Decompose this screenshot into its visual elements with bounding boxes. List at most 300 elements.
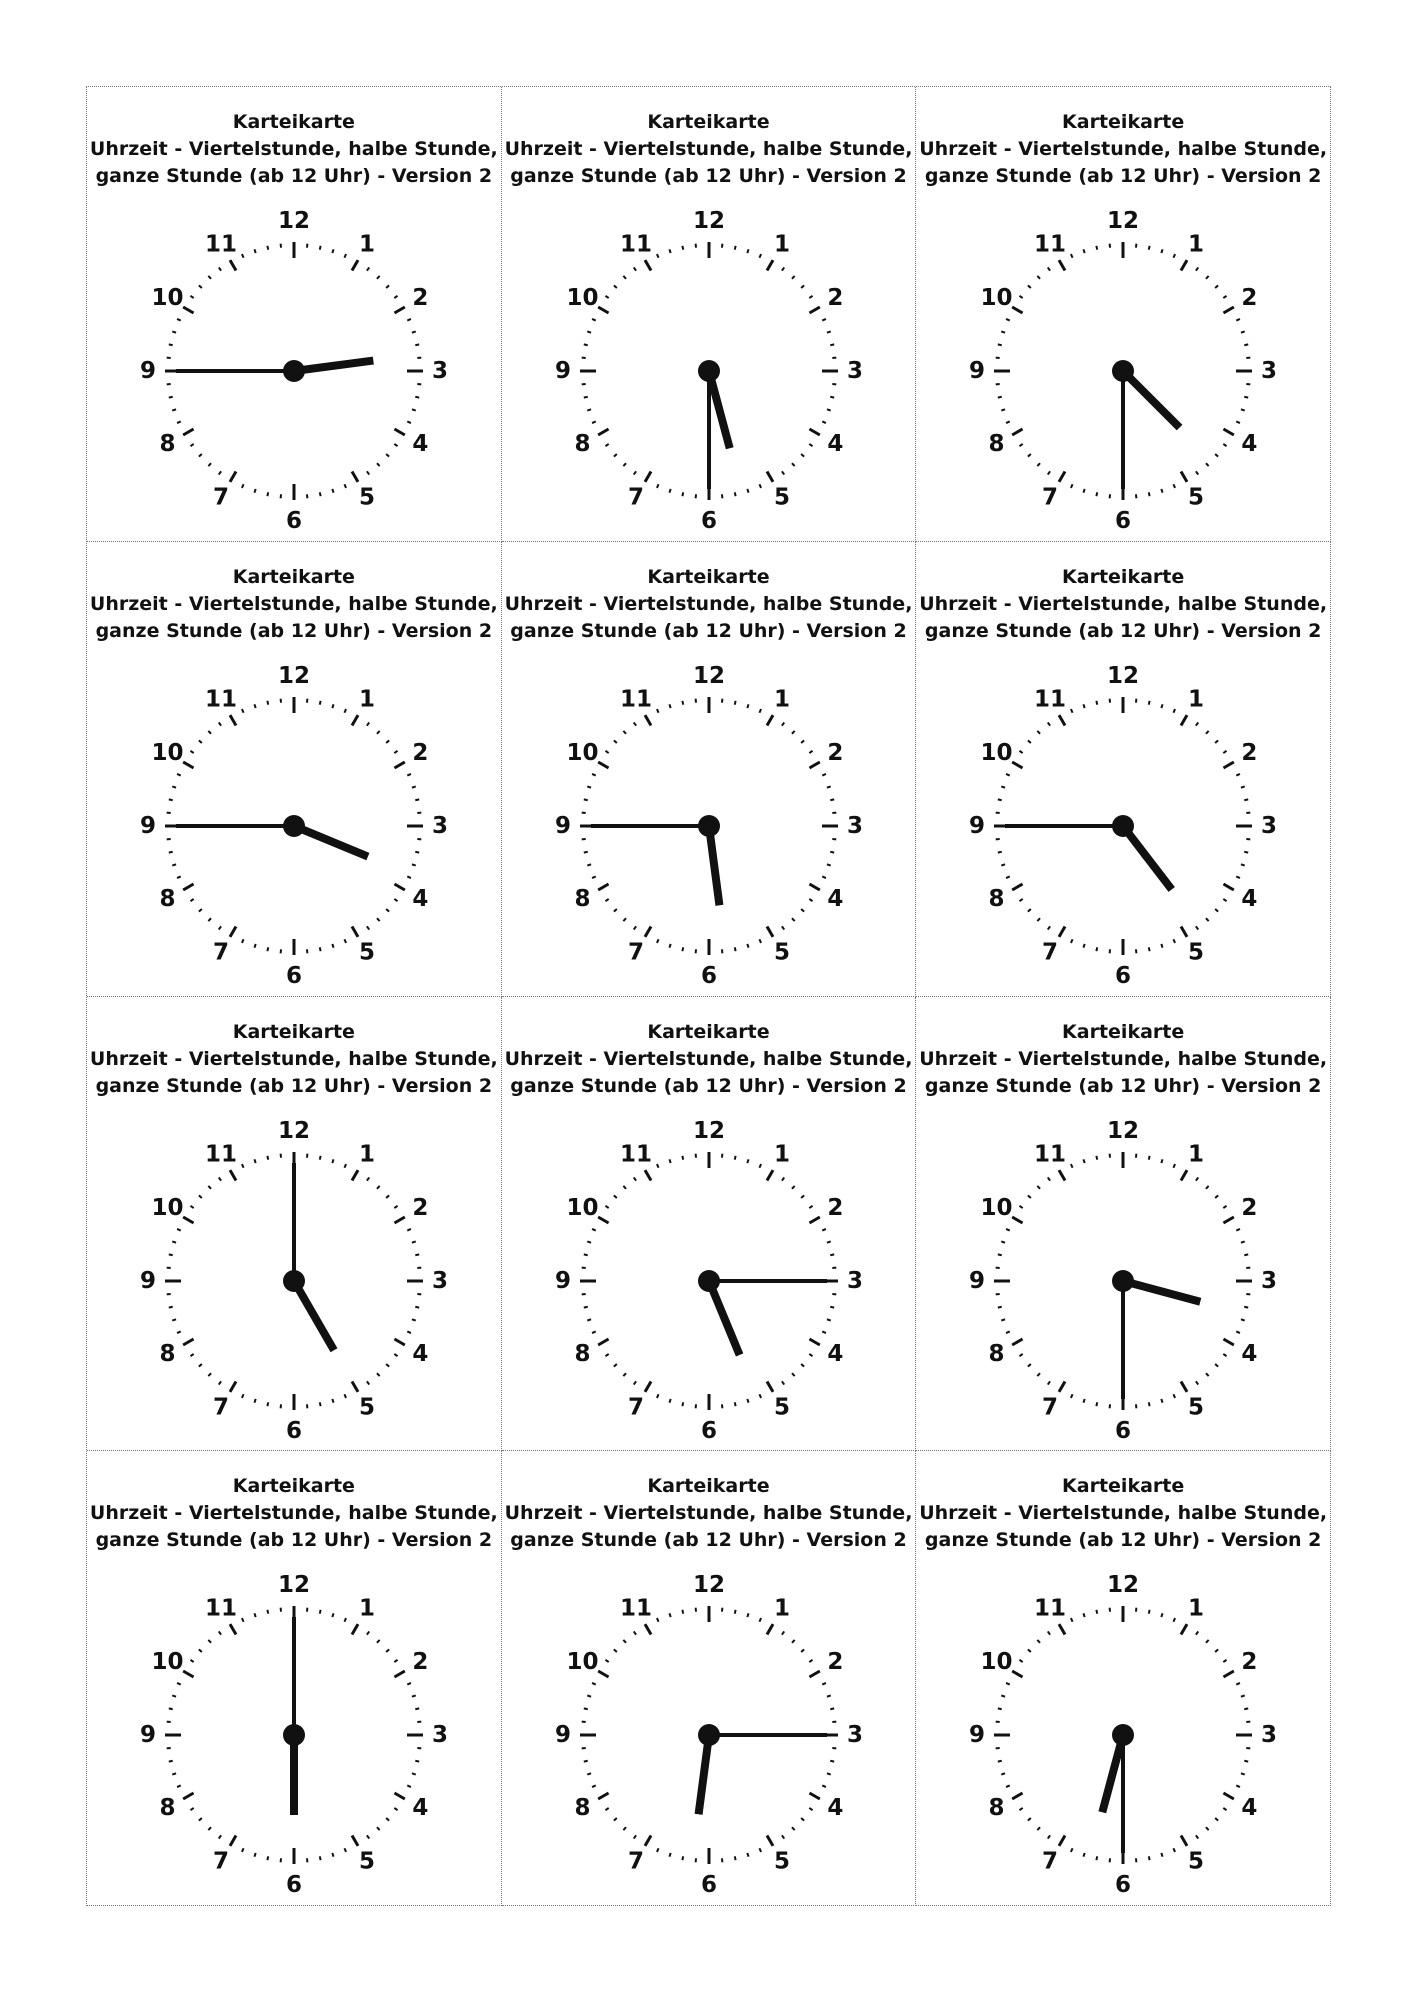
dial-number: 3 [846, 1267, 863, 1294]
hour-tick [1012, 1339, 1022, 1345]
minute-tick [1245, 852, 1249, 853]
clock-center [283, 815, 305, 837]
minute-tick [669, 944, 670, 948]
flashcard [87, 997, 502, 1452]
hour-tick [1181, 1170, 1187, 1180]
minute-tick [1245, 1254, 1249, 1255]
minute-tick [172, 1241, 176, 1242]
clock-face [953, 656, 1293, 996]
card-title-line2: Uhrzeit - Viertelstunde, halbe Stunde, [504, 592, 913, 615]
dial-number: 1 [773, 231, 790, 258]
minute-tick [1162, 704, 1163, 708]
dial-number: 10 [151, 739, 184, 766]
hour-tick [394, 884, 404, 890]
clock-face [124, 1565, 464, 1905]
hour-tick [183, 307, 193, 313]
minute-tick [254, 1398, 255, 1402]
minute-tick [199, 1650, 202, 1653]
clock-center [698, 1270, 720, 1292]
minute-tick [412, 786, 416, 787]
minute-tick [782, 1836, 784, 1839]
minute-tick [267, 492, 268, 496]
minute-tick [682, 1857, 683, 1861]
card-title-line1: Karteikarte [232, 1020, 355, 1043]
minute-tick [1097, 1402, 1098, 1406]
minute-tick [1196, 1177, 1198, 1180]
minute-tick [172, 1696, 176, 1697]
hour-tick [598, 884, 608, 890]
minute-tick [407, 421, 411, 423]
hour-tick [394, 1671, 404, 1677]
minute-tick [1097, 701, 1098, 705]
minute-tick [1002, 331, 1006, 332]
minute-tick [1245, 344, 1249, 345]
minute-tick [1071, 709, 1073, 713]
minute-tick [320, 246, 321, 250]
minute-tick [747, 1614, 748, 1618]
minute-tick [1048, 1836, 1050, 1839]
minute-tick [801, 1650, 804, 1653]
minute-tick [190, 1205, 193, 1207]
dial-number: 3 [846, 812, 863, 839]
minute-tick [344, 1849, 346, 1853]
hour-tick [1181, 1381, 1187, 1391]
minute-tick [1196, 267, 1198, 270]
card-title-line1: Karteikarte [647, 1475, 770, 1498]
minute-tick [1206, 1373, 1209, 1376]
dial-number: 10 [980, 1194, 1013, 1221]
minute-tick [998, 397, 1002, 398]
minute-tick [177, 319, 181, 321]
minute-tick [633, 267, 635, 270]
card-title [87, 1473, 501, 1554]
minute-tick [1245, 1306, 1249, 1307]
minute-tick [614, 1650, 617, 1653]
minute-tick [1224, 1808, 1227, 1810]
hour-tick [352, 471, 358, 481]
minute-tick [407, 774, 411, 776]
minute-tick [1006, 1786, 1010, 1788]
minute-tick [344, 254, 346, 258]
hour-tick [809, 307, 819, 313]
hour-tick [394, 1339, 404, 1345]
minute-tick [998, 799, 1002, 800]
minute-tick [759, 939, 761, 943]
minute-tick [332, 489, 333, 493]
dial-number: 5 [773, 1848, 790, 1875]
minute-tick [998, 1709, 1002, 1710]
minute-tick [1084, 1853, 1085, 1857]
minute-tick [344, 484, 346, 488]
hour-hand [1103, 1735, 1124, 1812]
minute-tick [747, 944, 748, 948]
minute-tick [1028, 1363, 1031, 1366]
minute-tick [1097, 1857, 1098, 1861]
card-title-line2: Uhrzeit - Viertelstunde, halbe Stunde, [504, 1502, 913, 1525]
minute-tick [386, 285, 389, 288]
minute-tick [377, 918, 380, 921]
dial-number: 2 [1241, 739, 1258, 766]
dial-number: 5 [1188, 1848, 1205, 1875]
minute-tick [367, 267, 369, 270]
hour-tick [1012, 1217, 1022, 1223]
clock-center [1112, 1724, 1134, 1746]
dial-number: 2 [412, 739, 429, 766]
dial-number: 3 [431, 1267, 449, 1294]
minute-tick [412, 331, 416, 332]
minute-tick [254, 1614, 255, 1618]
minute-tick [682, 492, 683, 496]
dial-number: 1 [1188, 1595, 1205, 1622]
minute-tick [822, 774, 826, 776]
minute-tick [1020, 1808, 1023, 1810]
dial-number: 10 [566, 739, 599, 766]
minute-tick [190, 899, 193, 901]
minute-tick [394, 1205, 397, 1207]
card-title-line1: Karteikarte [232, 111, 355, 133]
dial-number: 2 [827, 285, 844, 311]
minute-tick [587, 1696, 591, 1697]
hour-tick [1059, 926, 1065, 936]
minute-tick [394, 899, 397, 901]
minute-tick [1028, 1818, 1031, 1821]
flashcard [502, 542, 917, 997]
dial-number: 9 [969, 1267, 986, 1294]
dial-number: 5 [773, 1393, 790, 1420]
minute-tick [1020, 1660, 1023, 1662]
minute-tick [747, 249, 748, 253]
hour-hand [1123, 1281, 1200, 1302]
dial-number: 6 [700, 962, 717, 989]
minute-tick [792, 276, 795, 279]
minute-tick [592, 319, 596, 321]
minute-tick [172, 864, 176, 865]
minute-tick [415, 799, 419, 800]
minute-tick [172, 1774, 176, 1775]
minute-tick [792, 1185, 795, 1188]
clock-face [953, 201, 1293, 541]
dial-number: 9 [554, 358, 571, 384]
minute-tick [377, 731, 380, 734]
minute-tick [377, 463, 380, 466]
minute-tick [1048, 1381, 1050, 1384]
minute-tick [1084, 489, 1085, 493]
card-title-line1: Karteikarte [647, 1020, 770, 1043]
minute-tick [169, 799, 173, 800]
card-title [87, 109, 501, 190]
minute-tick [254, 489, 255, 493]
minute-tick [367, 1177, 369, 1180]
minute-tick [320, 1402, 321, 1406]
minute-tick [199, 1195, 202, 1198]
dial-number: 5 [773, 939, 790, 966]
minute-tick [177, 876, 181, 878]
dial-number: 3 [846, 1722, 863, 1749]
dial-number: 11 [619, 231, 652, 258]
minute-tick [169, 1709, 173, 1710]
dial-number: 12 [1107, 662, 1140, 689]
clock-face [953, 1111, 1293, 1451]
minute-tick [1020, 1205, 1023, 1207]
minute-tick [734, 947, 735, 951]
minute-tick [809, 899, 812, 901]
minute-tick [734, 1610, 735, 1614]
minute-tick [822, 319, 826, 321]
minute-tick [1215, 1818, 1218, 1821]
minute-tick [605, 1808, 608, 1810]
minute-tick [830, 1306, 834, 1307]
minute-tick [587, 1319, 591, 1320]
card-title-line2: Uhrzeit - Viertelstunde, halbe Stunde, [504, 1047, 913, 1070]
minute-tick [332, 704, 333, 708]
minute-tick [1038, 1185, 1041, 1188]
card-title-line2: Uhrzeit - Viertelstunde, halbe Stunde, [504, 138, 913, 160]
minute-tick [1196, 471, 1198, 474]
dial-number: 11 [1034, 1141, 1067, 1168]
minute-tick [415, 1254, 419, 1255]
minute-tick [208, 1373, 211, 1376]
dial-number: 1 [358, 1141, 376, 1168]
dial-number: 3 [1261, 358, 1278, 384]
minute-tick [254, 1159, 255, 1163]
minute-tick [219, 1381, 221, 1384]
minute-tick [412, 409, 416, 410]
minute-tick [208, 1185, 211, 1188]
minute-tick [809, 296, 812, 298]
hour-tick [767, 1170, 773, 1180]
minute-tick [657, 939, 659, 943]
minute-tick [605, 899, 608, 901]
dial-number: 2 [1241, 1649, 1258, 1676]
dial-number: 7 [212, 1393, 230, 1420]
hour-tick [1059, 1836, 1065, 1846]
hour-tick [394, 307, 404, 313]
dial-number: 1 [773, 1141, 790, 1168]
hour-tick [1012, 884, 1022, 890]
minute-tick [998, 1306, 1002, 1307]
minute-tick [623, 463, 626, 466]
minute-tick [1006, 876, 1010, 878]
hour-tick [230, 1170, 236, 1180]
minute-tick [827, 786, 831, 787]
minute-tick [827, 1774, 831, 1775]
dial-number: 11 [204, 1595, 238, 1622]
minute-tick [809, 1205, 812, 1207]
minute-tick [605, 1660, 608, 1662]
minute-tick [267, 947, 268, 951]
hour-tick [230, 1381, 236, 1391]
minute-tick [1237, 421, 1241, 423]
hour-tick [352, 1624, 358, 1634]
clock-face [953, 1565, 1293, 1905]
minute-tick [759, 1164, 761, 1168]
minute-tick [1196, 1836, 1198, 1839]
minute-tick [1084, 944, 1085, 948]
minute-tick [809, 1353, 812, 1355]
dial-number: 8 [574, 885, 591, 912]
card-title-line3: ganze Stunde (ab 12 Uhr) - Version 2 [924, 165, 1322, 187]
minute-tick [367, 1836, 369, 1839]
hour-tick [183, 884, 193, 890]
minute-tick [332, 1398, 333, 1402]
minute-tick [1162, 249, 1163, 253]
minute-tick [1215, 909, 1218, 912]
minute-tick [412, 1319, 416, 1320]
card-title-line2: Uhrzeit - Viertelstunde, halbe Stunde, [919, 592, 1328, 615]
hour-tick [230, 1624, 236, 1634]
hour-tick [1012, 1793, 1022, 1799]
minute-tick [830, 1709, 834, 1710]
minute-tick [386, 909, 389, 912]
minute-tick [267, 1610, 268, 1614]
dial-number: 2 [412, 285, 429, 311]
minute-tick [1071, 1394, 1073, 1398]
minute-tick [190, 1353, 193, 1355]
minute-tick [583, 1306, 587, 1307]
clock-center [283, 1724, 305, 1746]
flashcard [916, 1451, 1331, 1906]
card-title [502, 564, 916, 645]
clock-face [539, 1111, 879, 1451]
minute-tick [1237, 1228, 1241, 1230]
minute-tick [394, 1660, 397, 1662]
dial-number: 6 [1115, 962, 1132, 989]
hour-tick [1059, 471, 1065, 481]
minute-tick [822, 1228, 826, 1230]
dial-number: 8 [574, 431, 591, 457]
minute-tick [734, 701, 735, 705]
minute-tick [1237, 1683, 1241, 1685]
minute-tick [386, 1363, 389, 1366]
minute-tick [1038, 463, 1041, 466]
minute-tick [633, 926, 635, 929]
minute-tick [1224, 751, 1227, 753]
dial-number: 9 [139, 1267, 157, 1294]
minute-tick [169, 852, 173, 853]
hour-tick [645, 1170, 651, 1180]
dial-number: 1 [358, 231, 376, 258]
minute-tick [412, 1241, 416, 1242]
hour-hand [294, 1281, 334, 1350]
minute-tick [407, 876, 411, 878]
card-title-line2: Uhrzeit - Viertelstunde, halbe Stunde, [919, 1047, 1328, 1070]
hour-tick [598, 1217, 608, 1223]
minute-tick [208, 1827, 211, 1830]
minute-tick [1215, 1650, 1218, 1653]
minute-tick [394, 296, 397, 298]
minute-tick [1149, 1155, 1150, 1159]
minute-tick [344, 939, 346, 943]
dial-number: 9 [554, 1267, 571, 1294]
minute-tick [669, 1614, 670, 1618]
minute-tick [587, 1241, 591, 1242]
minute-tick [623, 1373, 626, 1376]
dial-number: 6 [285, 1872, 303, 1899]
minute-tick [267, 1155, 268, 1159]
minute-tick [1241, 1319, 1245, 1320]
minute-tick [1149, 492, 1150, 496]
minute-tick [1215, 1195, 1218, 1198]
minute-tick [415, 344, 419, 345]
minute-tick [583, 344, 587, 345]
minute-tick [1038, 1827, 1041, 1830]
minute-tick [1215, 454, 1218, 457]
minute-tick [177, 421, 181, 423]
flashcard-sheet [86, 86, 1331, 1906]
dial-number: 12 [277, 662, 311, 689]
dial-number: 6 [285, 1417, 303, 1444]
dial-number: 11 [204, 1141, 238, 1168]
minute-tick [830, 799, 834, 800]
minute-tick [830, 852, 834, 853]
clock-center [283, 1270, 305, 1292]
dial-number: 5 [1188, 484, 1205, 511]
minute-tick [583, 1254, 587, 1255]
flashcard [502, 997, 917, 1452]
minute-tick [682, 701, 683, 705]
card-title-line2: Uhrzeit - Viertelstunde, halbe Stunde, [919, 138, 1328, 160]
minute-tick [1206, 1185, 1209, 1188]
clock-center [1112, 815, 1134, 837]
minute-tick [1002, 1319, 1006, 1320]
hour-tick [809, 429, 819, 435]
minute-tick [367, 1381, 369, 1384]
minute-tick [669, 249, 670, 253]
dial-number: 4 [827, 1340, 844, 1367]
minute-tick [1174, 1164, 1176, 1168]
dial-number: 5 [773, 484, 790, 511]
minute-tick [682, 246, 683, 250]
hour-tick [1224, 1217, 1234, 1223]
minute-tick [669, 1853, 670, 1857]
dial-number: 6 [285, 508, 303, 534]
minute-tick [1020, 1353, 1023, 1355]
card-title-line3: ganze Stunde (ab 12 Uhr) - Version 2 [924, 1074, 1322, 1097]
minute-tick [177, 1331, 181, 1333]
minute-tick [169, 1761, 173, 1762]
minute-tick [1149, 1857, 1150, 1861]
dial-number: 9 [139, 358, 157, 384]
hour-tick [394, 1793, 404, 1799]
dial-number: 1 [1188, 1141, 1205, 1168]
hour-tick [352, 1170, 358, 1180]
minute-tick [1245, 1761, 1249, 1762]
minute-tick [1084, 1398, 1085, 1402]
minute-tick [1028, 909, 1031, 912]
hour-tick [645, 715, 651, 725]
card-title-line3: ganze Stunde (ab 12 Uhr) - Version 2 [510, 619, 907, 642]
hour-tick [767, 1381, 773, 1391]
dial-number: 4 [827, 1795, 844, 1822]
hour-tick [598, 429, 608, 435]
minute-tick [759, 709, 761, 713]
minute-tick [394, 751, 397, 753]
minute-tick [587, 786, 591, 787]
minute-tick [1002, 409, 1006, 410]
hour-hand [709, 1281, 740, 1355]
minute-tick [1071, 1164, 1073, 1168]
minute-tick [1162, 489, 1163, 493]
minute-tick [377, 1373, 380, 1376]
minute-tick [734, 246, 735, 250]
dial-number: 4 [1241, 1795, 1258, 1822]
minute-tick [657, 1849, 659, 1853]
minute-tick [592, 774, 596, 776]
minute-tick [1237, 774, 1241, 776]
dial-number: 2 [827, 1194, 844, 1221]
minute-tick [1206, 1640, 1209, 1643]
dial-number: 11 [619, 686, 652, 713]
